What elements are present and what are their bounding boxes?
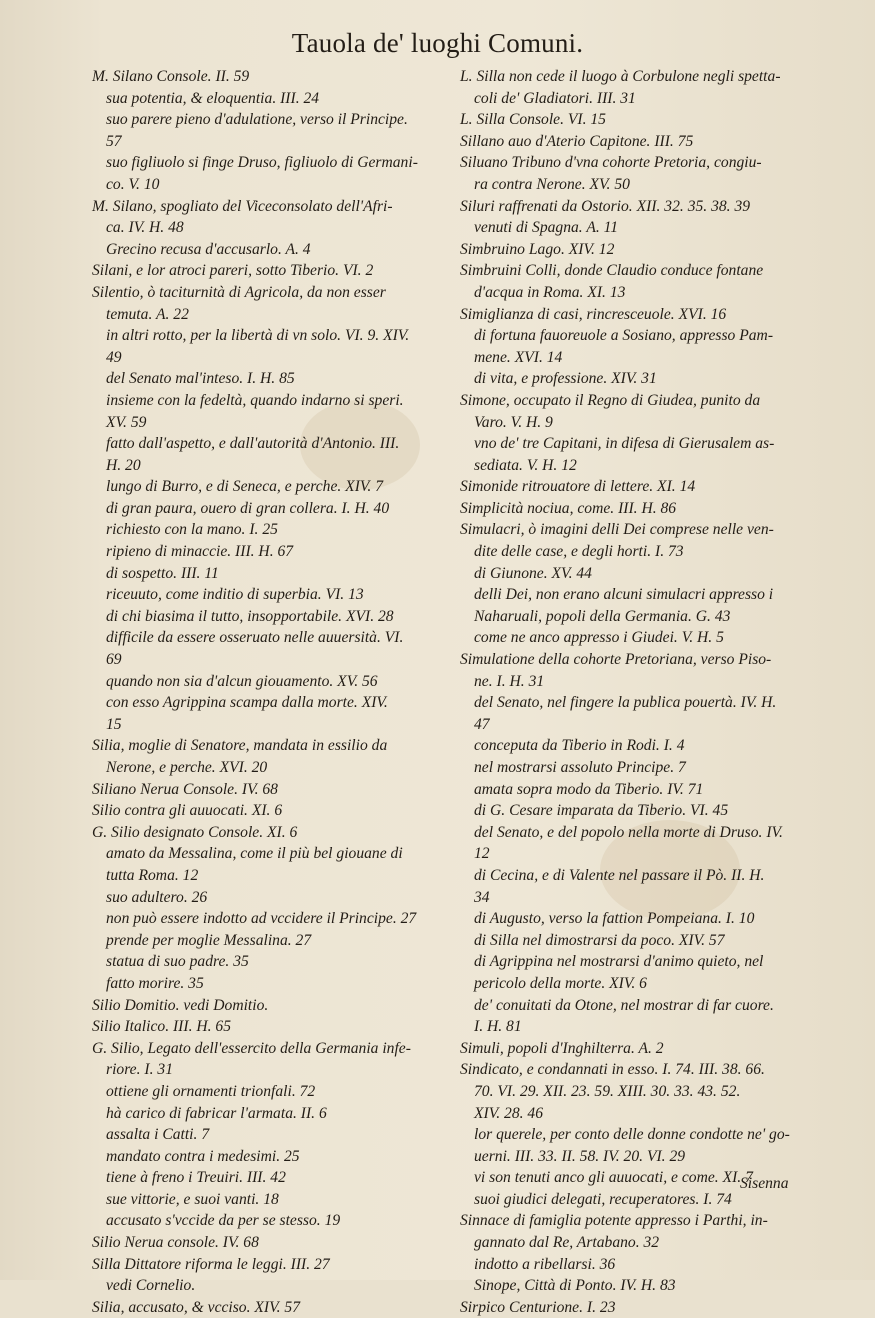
index-entry: Siluano Tribuno d'vna cohorte Pretoria, congiu- xyxy=(460,154,762,172)
index-column-right xyxy=(460,66,820,1318)
index-entry: gannato dal Re, Artabano. 32 xyxy=(474,1234,660,1252)
page-title: Tauola de' luoghi Comuni. xyxy=(291,28,584,58)
index-entry: Siliano Nerua Console. IV. 68 xyxy=(92,780,278,798)
index-entry: d'acqua in Roma. XI. 13 xyxy=(474,283,626,301)
index-entry: Varo. V. H. 9 xyxy=(474,413,553,431)
index-entry: difficile da essere osseruato nelle auuersità. VI. xyxy=(106,629,404,647)
index-entry: vno de' tre Capitani, in difesa di Gierusalem as- xyxy=(474,435,775,453)
index-entry: temuta. A. 22 xyxy=(106,305,189,323)
index-entry: richiesto con la mano. I. 25 xyxy=(106,521,278,539)
index-entry: di Cecina, e di Valente nel passare il Pò. II. H. xyxy=(474,866,765,884)
index-entry: fatto morire. 35 xyxy=(106,974,204,992)
index-entry: di fortuna fauoreuole a Sosiano, appresso Pam- xyxy=(474,327,774,345)
index-entry: suo adultero. 26 xyxy=(106,888,208,906)
index-entry: Simulatione della cohorte Pretoriana, verso Piso- xyxy=(460,651,772,669)
index-entry: Silio contra gli auuocati. XI. 6 xyxy=(92,802,283,820)
index-entry: di Agrippina nel mostrarsi d'animo quieto, nel xyxy=(474,953,764,971)
index-entry: pericolo della morte. XIV. 6 xyxy=(474,974,647,992)
index-entry: riceuuto, come inditio di superbia. VI. 13 xyxy=(106,586,364,604)
index-entry: tutta Roma. 12 xyxy=(106,866,199,884)
index-entry: Nerone, e perche. XVI. 20 xyxy=(106,759,268,776)
index-entry: ca. IV. H. 48 xyxy=(106,219,184,237)
index-entry: M. Silano, spogliato del Viceconsolato dell'Afri- xyxy=(92,197,393,215)
index-entry: XV. 59 xyxy=(106,413,147,431)
index-entry: suoi giudici delegati, recuperatores. I. 74 xyxy=(474,1190,732,1208)
index-entry: Simuli, popoli d'Inghilterra. A. 2 xyxy=(460,1039,664,1057)
index-entry: vedi Cornelio. xyxy=(106,1277,196,1295)
index-entry: Silio Nerua console. IV. 68 xyxy=(92,1234,259,1252)
index-entry: in altri rotto, per la libertà di vn solo. VI. 9. XIV. xyxy=(106,327,410,345)
index-entry: Simulacri, ò imagini delli Dei comprese nelle ven- xyxy=(460,521,774,539)
index-entry: 12 xyxy=(474,845,490,863)
index-entry: Simplicità nociua, come. III. H. 86 xyxy=(460,499,677,517)
index-entry: assalta i Catti. 7 xyxy=(106,1126,210,1144)
index-entry: I. H. 81 xyxy=(474,1018,522,1036)
index-entry: insieme con la fedeltà, quando indarno si speri. xyxy=(106,391,404,409)
index-entry: di Giunone. XV. 44 xyxy=(474,564,592,582)
index-entry: coli de' Gladiatori. III. 31 xyxy=(474,89,636,107)
index-entry: Silla Dittatore riforma le leggi. III. 27 xyxy=(92,1255,330,1273)
index-entry: de' conuitati da Otone, nel mostrar di far cuore. xyxy=(474,996,774,1014)
index-entry: del Senato, nel fingere la publica pouertà. IV. H. xyxy=(474,694,777,712)
index-entry: Simbruini Colli, donde Claudio conduce fontane xyxy=(460,262,764,280)
index-entry: amata sopra modo da Tiberio. IV. 71 xyxy=(474,780,704,798)
catchword: Sisenna xyxy=(740,1175,789,1192)
index-entry: co. V. 10 xyxy=(106,175,160,193)
index-entry: di Augusto, verso la fattion Pompeiana. I. 10 xyxy=(474,910,755,928)
index-entry: indotto a ribellarsi. 36 xyxy=(474,1255,616,1273)
index-entry: del Senato mal'inteso. I. H. 85 xyxy=(106,370,295,388)
index-entry: del Senato, e del popolo nella morte di Druso. IV. xyxy=(474,823,783,841)
index-entry: M. Silano Console. II. 59 xyxy=(92,68,250,85)
index-entry: lor querele, per conto delle donne condotte ne' go- xyxy=(474,1126,790,1144)
index-entry: di vita, e professione. XIV. 31 xyxy=(474,370,657,388)
index-entry: venuti di Spagna. A. 11 xyxy=(474,219,619,237)
index-entry: nel mostrarsi assoluto Principe. 7 xyxy=(474,759,686,776)
index-entry: Grecino recusa d'accusarlo. A. 4 xyxy=(106,240,311,258)
index-entry: di gran paura, ouero di gran collera. I. H. 40 xyxy=(106,499,390,517)
index-entry: hà carico di fabricar l'armata. II. 6 xyxy=(106,1104,327,1122)
index-entry: Sinnace di famiglia potente appresso i Parthi, in- xyxy=(460,1212,768,1230)
index-entry: Silentio, ò taciturnità di Agricola, da non esser xyxy=(92,283,386,301)
index-entry: lungo di Burro, e di Seneca, e perche. XIV. 7 xyxy=(106,478,384,496)
index-entry: delli Dei, non erano alcuni simulacri appresso i xyxy=(474,586,774,604)
index-entry: Silia, accusato, & vcciso. XIV. 57 xyxy=(92,1298,301,1316)
index-entry: L. Silla Console. VI. 15 xyxy=(460,111,606,129)
index-entry: vi son tenuti anco gli auuocati, e come. XI. 7 xyxy=(474,1169,753,1187)
index-entry: 15 xyxy=(106,715,122,733)
index-entry: 57 xyxy=(106,132,122,150)
index-entry: 49 xyxy=(106,348,122,366)
index-entry: 69 xyxy=(106,651,122,669)
index-entry: ottiene gli ornamenti trionfali. 72 xyxy=(106,1082,316,1100)
index-entry: sue vittorie, e suoi vanti. 18 xyxy=(106,1190,279,1208)
index-entry: statua di suo padre. 35 xyxy=(106,953,249,971)
index-entry: Silani, e lor atroci pareri, sotto Tiberio. VI. 2 xyxy=(92,262,374,280)
index-entry: L. Silla non cede il luogo à Corbulone negli spetta- xyxy=(460,68,781,85)
index-entry: Simbruino Lago. XIV. 12 xyxy=(460,240,615,258)
index-entry: G. Silio designato Console. XI. 6 xyxy=(92,823,298,841)
index-entry: uerni. III. 33. II. 58. IV. 20. VI. 29 xyxy=(474,1147,686,1165)
index-entry: sua potentia, & eloquentia. III. 24 xyxy=(106,89,320,107)
index-entry: di G. Cesare imparata da Tiberio. VI. 45 xyxy=(474,802,729,820)
index-entry: accusato s'vccide da per se stesso. 19 xyxy=(106,1212,341,1230)
index-entry: di sospetto. III. 11 xyxy=(106,564,219,582)
index-entry: come ne anco appresso i Giudei. V. H. 5 xyxy=(474,629,724,647)
index-entry: Simone, occupato il Regno di Giudea, punito da xyxy=(460,391,761,409)
index-entry: G. Silio, Legato dell'essercito della Germania infe- xyxy=(92,1039,411,1057)
index-entry: Sirpico Centurione. I. 23 xyxy=(460,1298,616,1316)
index-entry: ra contra Nerone. XV. 50 xyxy=(474,175,630,193)
index-entry: Naharuali, popoli della Germania. G. 43 xyxy=(474,607,731,625)
index-entry: ne. I. H. 31 xyxy=(474,672,545,690)
index-entry: Sillano auo d'Aterio Capitone. III. 75 xyxy=(460,132,694,150)
index-entry: Sinope, Città di Ponto. IV. H. 83 xyxy=(474,1277,676,1295)
index-entry: tiene à freno i Treuiri. III. 42 xyxy=(106,1169,286,1187)
index-entry: di Silla nel dimostrarsi da poco. XIV. 57 xyxy=(474,931,725,949)
index-entry: mandato contra i medesimi. 25 xyxy=(106,1147,300,1165)
index-entry: 34 xyxy=(474,888,490,906)
index-column-left xyxy=(92,66,452,1318)
index-entry: Sindicato, e condannati in esso. I. 74. III. 38. 66. xyxy=(460,1061,765,1079)
index-entry: mene. XVI. 14 xyxy=(474,348,563,366)
index-entry: Simonide ritrouatore di lettere. XI. 14 xyxy=(460,478,696,496)
index-entry: amato da Messalina, come il più bel giouane di xyxy=(106,845,403,863)
index-entry: 70. VI. 29. XII. 23. 59. XIII. 30. 33. 43. 52. xyxy=(474,1082,741,1100)
index-entry: non può essere indotto ad vccidere il Principe. 27 xyxy=(106,910,417,928)
index-entry: XIV. 28. 46 xyxy=(474,1104,544,1122)
index-entry: Silio Italico. III. H. 65 xyxy=(92,1018,232,1036)
index-entry: dite delle case, e degli horti. I. 73 xyxy=(474,543,684,561)
index-entry: Silia, moglie di Senatore, mandata in essilio da xyxy=(92,737,388,755)
index-entry: 47 xyxy=(474,715,490,733)
index-entry: con esso Agrippina scampa dalla morte. XIV. xyxy=(106,694,388,712)
index-entry: sediata. V. H. 12 xyxy=(474,456,577,474)
index-entry: quando non sia d'alcun giouamento. XV. 56 xyxy=(106,672,378,690)
index-entry: fatto dall'aspetto, e dall'autorità d'Antonio. III. xyxy=(106,435,400,453)
index-entry: prende per moglie Messalina. 27 xyxy=(106,931,312,949)
index-entry: Simiglianza di casi, rincresceuole. XVI. 16 xyxy=(460,305,727,323)
index-entry: ripieno di minaccie. III. H. 67 xyxy=(106,543,294,561)
index-entry: Silio Domitio. vedi Domitio. xyxy=(92,996,269,1014)
index-entry: suo parere pieno d'adulatione, verso il Principe. xyxy=(106,111,408,129)
index-entry: conceputa da Tiberio in Rodi. I. 4 xyxy=(474,737,685,755)
index-entry: H. 20 xyxy=(106,456,141,474)
index-entry: Siluri raffrenati da Ostorio. XII. 32. 35. 38. 39 xyxy=(460,197,751,215)
index-entry: di chi biasima il tutto, insopportabile. XVI. 28 xyxy=(106,607,394,625)
index-entry: suo figliuolo si finge Druso, figliuolo di Germani- xyxy=(106,154,418,172)
index-entry: riore. I. 31 xyxy=(106,1061,173,1079)
